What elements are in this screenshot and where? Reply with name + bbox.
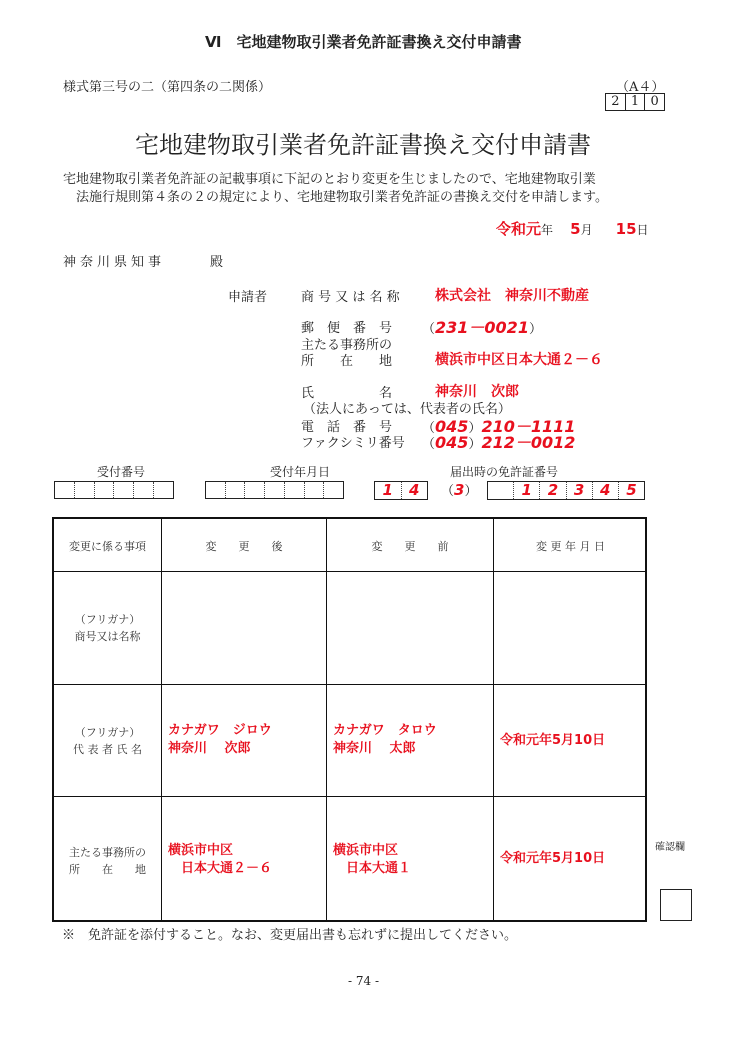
license-number-digit [488,482,514,499]
document-title: 宅地建物取引業者免許証書換え交付申請書 [135,131,591,159]
form-number-digit: 0 [650,94,659,109]
license-renewal: （3） [441,481,478,499]
date-year-unit: 年 [541,223,554,237]
form-number-digit: 1 [626,94,646,110]
row-rep-before[interactable]: カナガワ タロウ 神奈川 太郎 [333,723,437,756]
reception-number-box[interactable] [54,481,174,499]
row-office-label-1: 主たる事務所の [69,846,146,859]
application-date [496,218,649,239]
row-rep-after[interactable]: カナガワ ジロウ 神奈川 次郎 [168,723,272,756]
addressee-suffix: 殿 [210,255,224,270]
license-number-box [487,481,645,500]
license-authority-digit: 1 [375,482,402,499]
postal-label: 郵 便 番 号 [301,321,393,336]
tel-area-code: 045 [435,417,469,436]
row-office-before[interactable]: 横浜市中区 日本大通１ [333,843,412,876]
row-office-after[interactable]: 横浜市中区 日本大通２－６ [168,843,273,876]
header-change-date: 変 更 年 月 日 [536,540,605,553]
applicant-label: 申請者 [228,290,268,305]
tel-value: 210－1111 [481,417,576,436]
postal-code-value: 231－0021 [435,318,529,337]
fax-value: 212－0012 [481,433,576,452]
row-company-name-label: 商号又は名称 [74,630,141,643]
tel-label: 電 話 番 号 [301,420,393,435]
license-number-digit: 4 [593,482,619,499]
name-label: 商 号 又 は 名 称 [301,290,400,305]
header-after-change: 変 更 後 [205,540,283,553]
license-authority-digit: 4 [409,481,420,499]
license-number-digit: 3 [567,482,593,499]
license-authority-box [374,481,428,500]
date-month: 5 [570,220,581,238]
postal-code: （231－0021） [422,318,542,337]
date-era: 令和元 [496,220,542,238]
row-rep-name-label: 代 表 者 氏 名 [73,743,142,756]
confirm-label: 確認欄 [655,842,685,853]
fax-label: ファクシミリ番号 [301,436,405,451]
tel-number: （045）210－1111 [422,417,576,436]
fax-area-code: 045 [435,433,469,452]
date-day-unit: 日 [636,223,649,237]
form-number-digit: 2 [606,94,626,110]
row-office-date[interactable]: 令和元年5月10日 [500,851,606,866]
row-office-label-2: 所 在 地 [69,863,146,876]
license-number-digit: 5 [626,481,637,499]
office-address-value: 横浜市中区日本大通２－６ [435,352,603,368]
section-heading: Ⅵ 宅地建物取引業者免許証書換え交付申請書 [205,33,522,51]
header-changed-item: 変更に係る事項 [69,540,146,553]
addressee: 神奈川県知事 [63,255,166,270]
row-company-furigana-label: （フリガナ） [74,613,141,626]
reception-number-label: 受付番号 [97,465,146,479]
office-label-1: 主たる事務所の [301,338,393,353]
reception-date-box[interactable] [205,481,344,499]
attachment-note: ※ 免許証を添付すること。なお、変更届出書も忘れずに提出してください。 [62,928,518,943]
form-code: 様式第三号の二（第四条の二関係） [63,80,272,95]
form-number-box [605,93,665,111]
representative-name-value: 神奈川 次郎 [435,384,519,400]
header-before-change: 変 更 前 [371,540,449,553]
date-day: 15 [615,220,637,238]
intro-line-1: 宅地建物取引業者免許証の記載事項に下記のとおり変更を生じましたので、宅地建物取引業 [63,172,596,187]
person-label: 氏 名 [301,386,393,401]
license-number-digit: 2 [540,482,566,499]
date-month-unit: 月 [580,223,593,237]
intro-line-2: 法施行規則第４条の２の規定により、宅地建物取引業者免許証の書換え交付を申請します。 [76,190,608,205]
page-number: - 74 - [348,974,380,988]
fax-number: （045）212－0012 [422,433,576,452]
paper-size: （A４） [616,80,665,95]
office-label-2: 所 在 地 [301,354,393,369]
license-number-label: 届出時の免許証番号 [450,465,559,479]
company-name-value: 株式会社 神奈川不動産 [435,288,589,304]
row-rep-date[interactable]: 令和元年5月10日 [500,733,606,748]
license-renewal-count: 3 [454,481,465,499]
row-rep-furigana-label: （フリガナ） [74,726,141,739]
license-number-digit: 1 [514,482,540,499]
confirm-box[interactable] [660,889,692,921]
change-table [52,517,647,922]
person-note: （法人にあっては、代表者の氏名） [303,402,511,417]
reception-date-label: 受付年月日 [270,465,331,479]
